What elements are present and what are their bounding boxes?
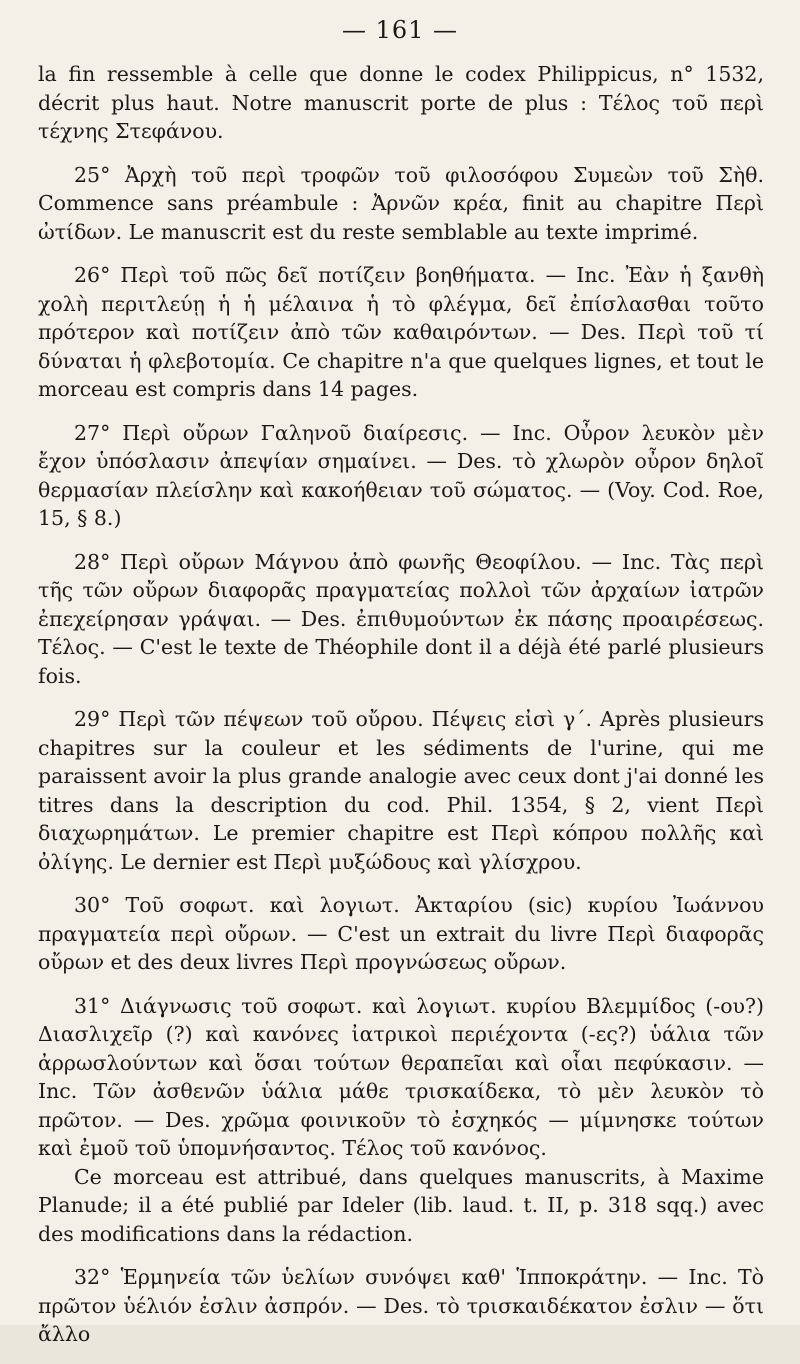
- page-body: [38, 60, 764, 1364]
- entry-31: 31° Διάγνωσις τοῦ σοφωτ. καὶ λογιωτ. κυρίου Βλεμμίδος (-ου?) Διασλιχεῖρ (?) καὶ κανόνες ἰατρικοὶ περιέχοντα (-ες?) ὑάλια τῶν ἀρρωσλούντων καὶ ὅσαι τούτων θεραπεῖαι καὶ οἷαι πεφύκασιν. — Inc. Τῶν ἀσθενῶν ὑάλια μάθε τρισκαίδεκα, τὸ μὲν λευκὸν τὸ πρῶτον. — Des. χρῶμα φοινικοῦν τὸ ἐσχηκός — μίμνησκε τούτων καὶ ἐμοῦ τοῦ ὑπομνήσαντος. Τέλος τοῦ κανόνος.: [38, 993, 764, 1160]
- entry-29: 29° Περὶ τῶν πέψεων τοῦ οὔρου. Πέψεις εἰσὶ γ΄. Après plusieurs chapitres sur la couleur et les sédiments de l'urine, qui me paraissent avoir la plus grande analogie avec ceux dont j'ai donné les titres dans la description du cod. Phil. 1354, § 2, vient Περὶ διαχωρημάτων. Le premier chapitre est Περὶ κόπρου πολλῆς καὶ ὀλίγης. Le dernier est Περὶ μυξώδους καὶ γλίσχρου.: [38, 707, 764, 874]
- entry-28: 28° Περὶ οὔρων Μάγνου ἀπὸ φωνῆς Θεοφίλου. — Inc. Τὰς περὶ τῆς τῶν οὔρων διαφορᾶς πραγματείας πολλοὶ τῶν ἀρχαίων ἰατρῶν ἐπεχείρησαν γράψαι. — Des. ἐπιθυμούντων ἐκ πάσης προαιρέσεως. Τέλος. — C'est le texte de Théophile dont il a déjà été parlé plusieurs fois.: [38, 549, 764, 688]
- entry-32: 32° Ἑρμηνεία τῶν ὑελίων συνόψει καθ' Ἱπποκράτην. — Inc. Τὸ πρῶτον ὑέλιόν ἐσλιν ἀσπρόν. — Des. τὸ τρισκαιδέκατον ἐσλιν — ὅτι ἄλλο: [38, 1265, 764, 1346]
- entry-31-note: Ce morceau est attribué, dans quelques manuscrits, à Maxime Planude; il a été publié par Ideler (lib. laud. t. II, p. 318 sqq.) avec des modifications dans la rédaction.: [38, 1164, 764, 1246]
- entry-25: 25° Ἀρχὴ τοῦ περὶ τροφῶν τοῦ φιλοσόφου Συμεὼν τοῦ Σὴθ. Commence sans préambule : Ἀρνῶν κρέα, finit au chapitre Περὶ ὠτίδων. Le manuscrit est du reste semblable au texte imprimé.: [38, 162, 764, 244]
- page-number: — 161 —: [341, 16, 459, 44]
- entry-30: 30° Τοῦ σοφωτ. καὶ λογιωτ. Ἀκταρίου (sic) κυρίου Ἰωάννου πραγματεία περὶ οὔρων. — C'est un extrait du livre Περὶ διαφορᾶς οὔρων et des deux livres Περὶ προγνώσεως οὔρων.: [38, 893, 764, 974]
- paragraph-continuation: la fin ressemble à celle que donne le codex Philippicus, n° 1532, décrit plus haut. Notre manuscrit porte de plus : Τέλος τοῦ περὶ τέχνης Στεφάνου.: [38, 62, 764, 143]
- entry-26: 26° Περὶ τοῦ πῶς δεῖ ποτίζειν βοηθήματα. — Inc. Ἐὰν ἡ ξανθὴ χολὴ περιτλεύῃ ἡ ἡ μέλαινα ἡ τὸ φλέγμα, δεῖ ἐπίσλασθαι τοῦτο πρότερον καὶ ποτίζειν ἀπὸ τῶν καθαιρόντων. — Des. Περὶ τοῦ τί δύναται ἡ φλεβοτομία. Ce chapitre n'a que quelques lignes, et tout le morceau est compris dans 14 pages.: [38, 263, 764, 401]
- entry-27: 27° Περὶ οὔρων Γαληνοῦ διαίρεσις. — Inc. Οὖρον λευκὸν μὲν ἔχον ὑπόσλασιν ἀπεψίαν σημαίνει. — Des. τὸ χλωρὸν οὖρον δηλοῖ θερμασίαν πλείσλην καὶ κακοήθειαν τοῦ σώματος. — (Voy. Cod. Roe, 15, § 8.): [38, 420, 764, 530]
